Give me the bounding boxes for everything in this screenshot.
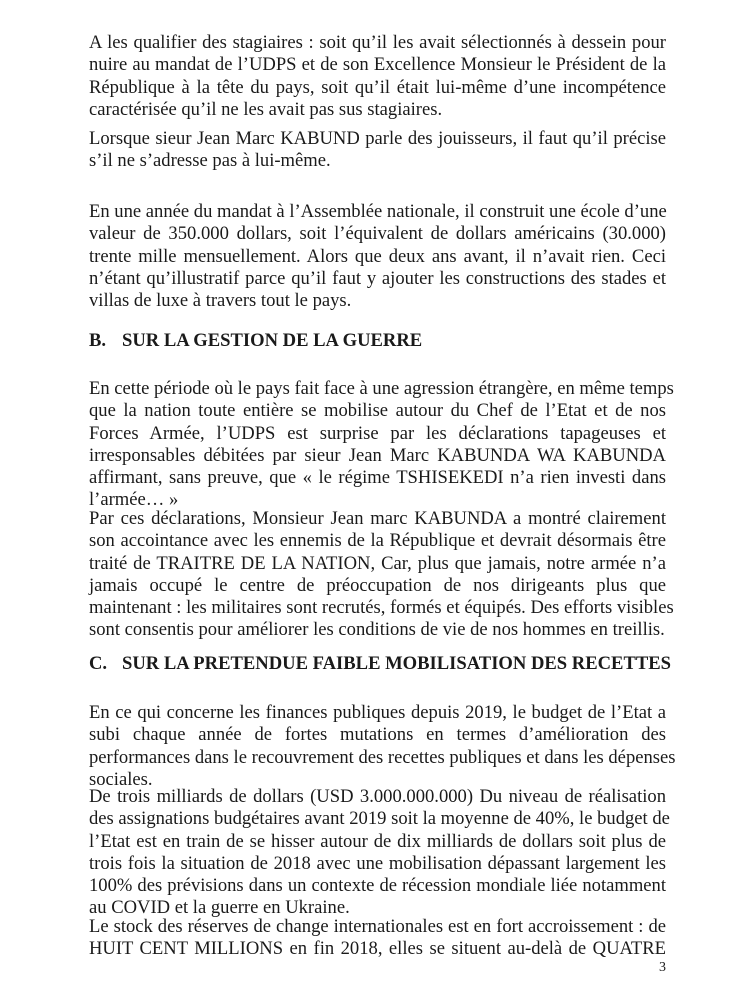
text-line: trois fois la situation de 2018 avec une mobilisation dépassant largement les — [89, 852, 666, 874]
text-line: Forces Armée, l’UDPS est surprise par les déclarations tapageuses et — [89, 422, 666, 444]
text-line: n’étant qu’illustratif parce qu’il faut y ajouter les constructions des stades et — [89, 267, 666, 289]
text-line: affirmant, sans preuve, que « le régime TSHISEKEDI n’a rien investi dans — [89, 467, 666, 489]
section-title: SUR LA PRETENDUE FAIBLE MOBILISATION DES RECETTES — [122, 653, 671, 674]
section-heading-c — [89, 653, 671, 675]
section-letter: C. — [89, 653, 108, 674]
text-line: A les qualifier des stagiaires : soit qu’il les avait sélectionnés à dessein pour — [89, 32, 666, 53]
text-line: performances dans le recouvrement des recettes publiques et dans les dépenses — [89, 746, 676, 768]
section-letter: B. — [89, 330, 107, 351]
page-number: 3 — [659, 960, 666, 975]
paragraph-declarations — [89, 508, 674, 642]
text-line: De trois milliards de dollars (USD 3.000.000.000) Du niveau de réalisation — [89, 786, 666, 807]
text-line: subi chaque année de fortes mutations en termes d’amélioration des — [89, 724, 666, 746]
text-line: son accointance avec les ennemis de la République et devrait désormais être — [89, 530, 666, 552]
text-line: Le stock des réserves de change internationales est en fort accroissement : de — [89, 916, 666, 937]
paragraph-jouisseurs — [89, 128, 666, 173]
text-line: Lorsque sieur Jean Marc KABUND parle des jouisseurs, il faut qu’il précise — [89, 128, 666, 149]
text-line: maintenant : les militaires sont recrutés, formés et équipés. Des efforts visibles — [89, 597, 674, 619]
text-line: jamais occupé le centre de préoccupation de nos dirigeants plus que — [89, 574, 666, 596]
text-line: En une année du mandat à l’Assemblée nationale, il construit une école d’une — [89, 201, 667, 222]
section-title: SUR LA GESTION DE LA GUERRE — [122, 330, 423, 351]
section-heading-b — [89, 330, 666, 352]
text-line: que la nation toute entière se mobilise autour du Chef de l’Etat et de nos — [89, 400, 666, 422]
text-line: 100% des prévisions dans un contexte de récession mondiale liée notamment — [89, 875, 666, 897]
text-line: l’Etat est en train de se hisser autour de dix milliards de dollars soit plus de — [89, 830, 666, 852]
text-line: trente mille mensuellement. Alors que deux ans avant, il n’avait rien. Ceci — [89, 245, 666, 267]
paragraph-budget — [89, 786, 670, 920]
paragraph-reserves — [89, 916, 666, 961]
text-line: République à la tête du pays, soit qu’il était lui-même d’une incompétence — [89, 76, 666, 98]
paragraph-stagiaires — [89, 32, 666, 121]
text-line: s’il ne s’adresse pas à lui-même. — [89, 150, 331, 172]
text-line: valeur de 350.000 dollars, soit l’équivalent de dollars américains (30.000) — [89, 223, 666, 245]
text-line: caractérisée qu’il ne les avait pas sus stagiaires. — [89, 98, 443, 120]
text-line: Par ces déclarations, Monsieur Jean marc KABUNDA a montré clairement — [89, 508, 666, 529]
paragraph-finances — [89, 702, 676, 791]
paragraph-ecole — [89, 201, 666, 312]
text-line: nuire au mandat de l’UDPS et de son Excellence Monsieur le Président de la — [89, 54, 666, 76]
text-line: des assignations budgétaires avant 2019 soit la moyenne de 40%, le budget de — [89, 808, 670, 830]
text-line: l’armée… » — [89, 489, 179, 511]
text-line: au COVID et la guerre en Ukraine. — [89, 897, 350, 919]
text-line: En cette période où le pays fait face à une agression étrangère, en même temps — [89, 378, 674, 399]
text-line: villas de luxe à travers tout le pays. — [89, 290, 352, 312]
text-line: sociales. — [89, 768, 153, 790]
text-line: sont consentis pour améliorer les conditions de vie de nos hommes en treillis. — [89, 619, 665, 641]
paragraph-agression — [89, 378, 674, 512]
text-line: En ce qui concerne les finances publiques depuis 2019, le budget de l’Etat a — [89, 702, 666, 723]
text-line: irresponsables débitées par sieur Jean Marc KABUNDA WA KABUNDA — [89, 444, 666, 466]
text-line: HUIT CENT MILLIONS en fin 2018, elles se situent au-delà de QUATRE — [89, 938, 666, 960]
text-line: traité de TRAITRE DE LA NATION, Car, plus que jamais, notre armée n’a — [89, 552, 666, 574]
